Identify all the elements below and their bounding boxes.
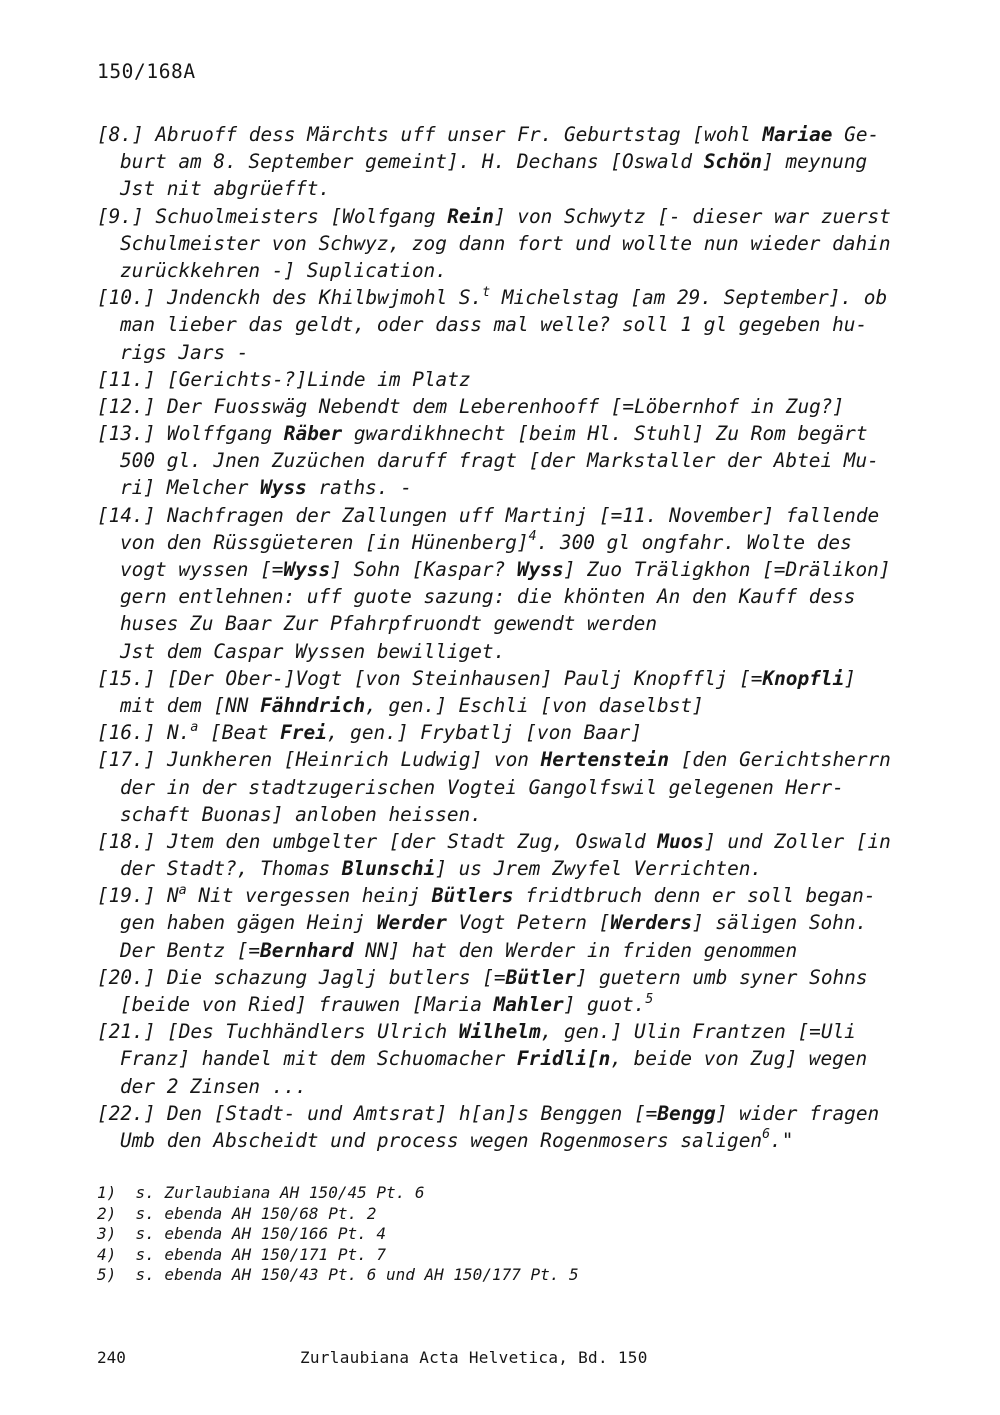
emphasized-name: Bütlers <box>431 884 514 908</box>
body-text: , gen.] Eschli [von daselbst] <box>365 693 704 717</box>
body-line <box>97 719 977 746</box>
body-text: ] guetern umb syner Sohns <box>575 965 868 989</box>
body-text: gen haben gägen Heinj <box>120 911 377 935</box>
body-line <box>97 121 977 148</box>
body-line <box>97 203 977 230</box>
body-line <box>97 502 977 529</box>
body-text: , gen.] Frybatlj [von Baar] <box>326 721 642 745</box>
body-text: ] und Zoller [in <box>704 829 891 853</box>
footnote-reference: t <box>482 284 491 300</box>
emphasized-name: Bernhard <box>260 938 354 962</box>
emphasized-name: Mahler <box>493 993 564 1016</box>
page-number: 240 <box>97 1348 126 1367</box>
body-text: schaft Buonas] anloben heissen. <box>120 802 482 826</box>
body-text: fridtbruch denn er soll began- <box>513 884 876 908</box>
emphasized-name: Mariae <box>762 123 833 146</box>
body-text: [13.] Wolffgang <box>97 422 284 446</box>
emphasized-name: Räber <box>283 422 343 446</box>
body-text: Franz] handel mit dem Schuomacher <box>120 1047 517 1071</box>
body-text: [10.] Jndenckh des Khilbwjmohl S. <box>97 286 483 310</box>
body-line <box>97 393 977 420</box>
body-line <box>97 964 977 991</box>
body-text: [12.] Der Fuosswäg Nebendt dem Leberenhooff [=Löbernhof in Zug?] <box>97 394 845 418</box>
body-text: [18.] Jtem den umbgelter [der Stadt Zug, Oswald <box>97 829 658 853</box>
body-text: [Beat <box>198 721 281 745</box>
body-text: [9.] Schuolmeisters [Wolfgang <box>97 204 448 228</box>
body-text: Michelstag [am 29. September]. ob <box>490 286 888 310</box>
body-line <box>97 447 977 474</box>
footnote-line: 1) s. Zurlaubiana AH 150/45 Pt. 6 <box>97 1183 425 1202</box>
body-line <box>97 882 977 909</box>
footnote-reference: 5 <box>645 991 654 1007</box>
body-line <box>97 638 977 665</box>
body-line <box>97 311 977 338</box>
body-text: Schulmeister von Schwyz, zog dann fort und wollte nun wieder dahin <box>120 231 891 255</box>
emphasized-name: Wilhelm <box>458 1020 541 1044</box>
body-text: raths. - <box>306 476 412 500</box>
body-text: mit dem [NN <box>120 693 261 717</box>
body-line <box>97 230 977 257</box>
body-text: 500 gl. Jnen Zuzüchen daruff fragt [der Markstaller der Abtei Mu- <box>120 449 879 473</box>
footnote-reference: 6 <box>762 1127 771 1143</box>
body-text: gern entlehnen: uff guote sazung: die khönten An den Kauff dess <box>120 585 856 609</box>
body-text: , gen.] Ulin Frantzen [=Uli <box>540 1020 856 1044</box>
footnote-reference: a <box>190 719 199 735</box>
emphasized-name: Blunschi <box>341 857 436 881</box>
body-text: [14.] Nachfragen der Zallungen uff Martinj [=11. November] fallende <box>97 503 880 527</box>
body-text: Jst nit abgrüefft. <box>120 177 331 201</box>
body-text: [20.] Die schazung Jaglj butlers [= <box>97 965 506 989</box>
emphasized-name: Schön <box>703 150 763 174</box>
body-text: ] Sohn [Kaspar? <box>330 558 517 581</box>
body-line <box>97 692 977 719</box>
body-text: von den Rüssgüeteren [in Hünenberg] <box>120 530 529 554</box>
body-line <box>97 148 977 175</box>
body-text: [16.] N. <box>97 721 191 745</box>
body-text: NN] hat den Werder in friden genommen <box>353 938 798 962</box>
body-line <box>97 583 977 610</box>
body-text: der Stadt?, Thomas <box>120 857 342 881</box>
body-text: [22.] Den [Stadt- und Amtsrat] h[an]s Benggen [= <box>97 1101 658 1125</box>
body-text: vogt wyssen [= <box>120 558 284 581</box>
body-line <box>97 1100 977 1127</box>
body-text: der 2 Zinsen ... <box>120 1074 307 1098</box>
document-number: 150/168A <box>97 60 196 83</box>
transcription-body <box>97 121 977 1154</box>
footnote-line: 2) s. ebenda AH 150/68 Pt. 2 <box>97 1203 377 1223</box>
emphasized-name: Bengg <box>657 1101 716 1125</box>
footnote-line: 4) s. ebenda AH 150/171 Pt. 7 <box>97 1244 386 1264</box>
footnote-line: 5) s. ebenda AH 150/43 Pt. 6 und AH 150/177 Pt. 5 <box>97 1265 579 1285</box>
emphasized-name: Fridli[n <box>516 1047 611 1071</box>
emphasized-name: Rein <box>447 204 494 228</box>
body-text: Der Bentz [= <box>120 938 261 962</box>
body-text: [8.] Abruoff dess Märchts uff unser Fr. Geburtstag [wohl <box>97 123 763 146</box>
footnote-line: 3) s. ebenda AH 150/166 Pt. 4 <box>97 1224 386 1244</box>
body-text: ] meynung <box>762 150 868 174</box>
body-text: Jst dem Caspar Wyssen bewilliget. <box>120 639 506 663</box>
emphasized-name: Hertenstein <box>540 748 670 772</box>
body-text: der in der stadtzugerischen Vogtei Gangolfswil gelegenen Herr- <box>120 775 844 799</box>
body-text: ] guot. <box>563 993 646 1016</box>
body-text: rigs Jars - <box>120 340 249 364</box>
series-title: Zurlaubiana Acta Helvetica, Bd. 150 <box>300 1348 648 1367</box>
body-line <box>97 339 977 366</box>
body-text: [15.] [Der Ober-]Vogt [von Steinhausen] Paulj Knopfflj [= <box>97 666 763 690</box>
body-line <box>97 1045 977 1072</box>
body-text: Umb den Abscheidt und process wegen Rogenmosers saligen <box>120 1128 763 1152</box>
body-text: gwardikhnecht [beim Hl. Stuhl] Zu Rom begärt <box>342 422 868 446</box>
body-text: Nit vergessen heinj <box>186 884 432 908</box>
body-text: ] wider fragen <box>715 1101 880 1125</box>
emphasized-name: Werders <box>610 911 693 935</box>
footnote-reference: a <box>178 882 187 898</box>
body-line <box>97 1018 977 1045</box>
body-line <box>97 828 977 855</box>
body-line <box>97 801 977 828</box>
body-line <box>97 909 977 936</box>
body-text: ] von Schwytz [- dieser war zuerst <box>493 204 891 228</box>
body-text: Ge- <box>832 123 880 146</box>
body-text: ] us Jrem Zwyfel Verrichten. <box>435 857 763 881</box>
body-text: [beide von Ried] frauwen [Maria <box>120 993 494 1016</box>
body-text: [17.] Junkheren [Heinrich Ludwig] von <box>97 748 541 772</box>
body-text: ri] Melcher <box>120 476 261 500</box>
body-line <box>97 420 977 447</box>
body-line <box>97 284 977 311</box>
emphasized-name: Wyss <box>260 476 307 500</box>
body-line <box>97 1073 977 1100</box>
body-line <box>97 366 977 393</box>
body-line <box>97 610 977 637</box>
body-text: . 300 gl ongfahr. Wolte des <box>536 530 852 554</box>
body-text: ] säligen Sohn. <box>692 911 868 935</box>
body-text: [19.] N <box>97 884 179 908</box>
emphasized-name: Fähndrich <box>260 693 366 717</box>
emphasized-name: Frei <box>280 721 327 745</box>
body-line <box>97 474 977 501</box>
emphasized-name: Werder <box>376 911 447 935</box>
body-line <box>97 746 977 773</box>
body-line <box>97 257 977 284</box>
body-text: [11.] [Gerichts-?]Linde im Platz <box>97 367 471 391</box>
emphasized-name: Bütler <box>505 965 576 989</box>
body-text: [21.] [Des Tuchhändlers Ulrich <box>97 1020 459 1044</box>
body-line <box>97 556 977 583</box>
body-text: zurückkehren -] Suplication. <box>120 258 447 282</box>
body-text: ] <box>844 666 856 690</box>
body-text: ." <box>770 1128 794 1152</box>
emphasized-name: Wyss <box>516 558 564 581</box>
footnotes-block <box>97 1183 797 1286</box>
body-line <box>97 1127 977 1154</box>
body-text: ] Zuo Träligkhon [=Drälikon] <box>563 558 891 581</box>
body-text: Vogt Petern [ <box>446 911 611 935</box>
body-text: man lieber das geldt, oder dass mal welle? soll 1 gl gegeben hu- <box>120 313 868 337</box>
body-line <box>97 774 977 801</box>
body-line <box>97 175 977 202</box>
body-text: , beide von Zug] wegen <box>610 1047 868 1071</box>
body-text: burt am 8. September gemeint]. H. Dechans [Oswald <box>120 150 704 174</box>
body-line <box>97 937 977 964</box>
body-line <box>97 529 977 556</box>
body-line <box>97 991 977 1018</box>
body-line <box>97 855 977 882</box>
body-line <box>97 665 977 692</box>
body-text: huses Zu Baar Zur Pfahrpfruondt gewendt werden <box>120 612 658 636</box>
body-text: [den Gerichtsherrn <box>669 748 891 772</box>
emphasized-name: Knopfli <box>762 666 845 690</box>
footnote-reference: 4 <box>528 529 537 545</box>
emphasized-name: Wyss <box>283 558 331 581</box>
emphasized-name: Muos <box>657 829 705 853</box>
